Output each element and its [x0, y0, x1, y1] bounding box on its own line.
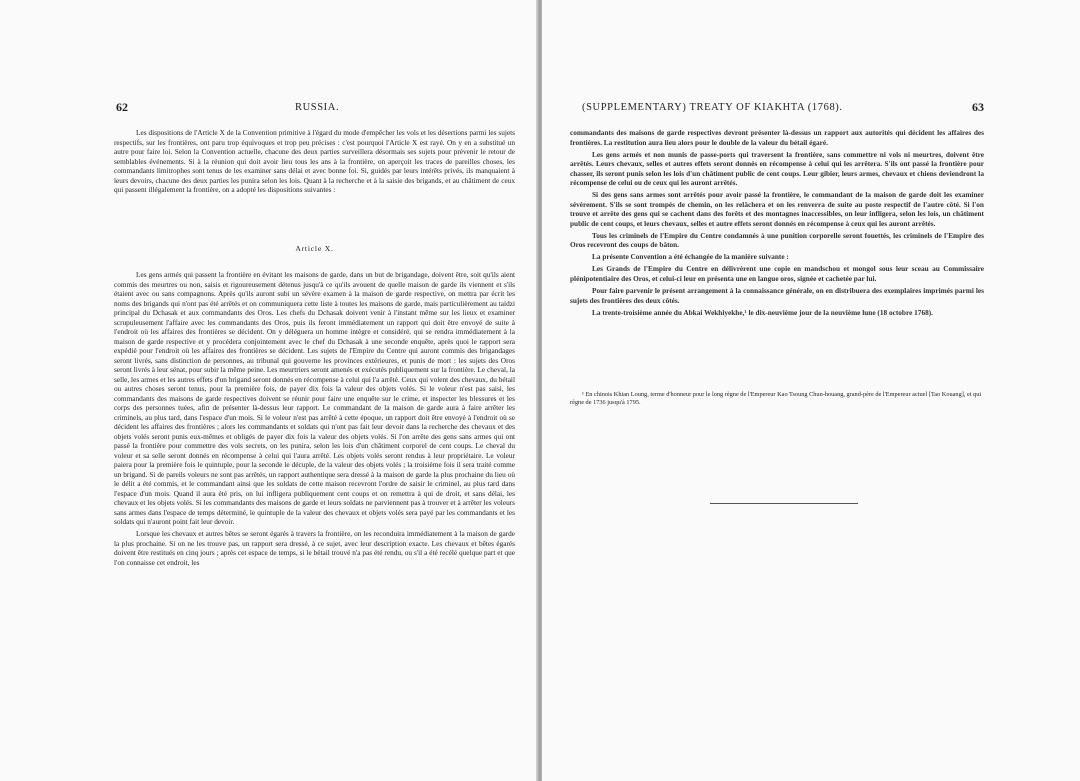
treaty-body [570, 128, 984, 320]
intro-block [114, 128, 515, 197]
body-paragraph: commandants des maisons de garde respectives devront présenter là-dessus un rapport aux autorités qui décident les affaires des frontières. La restitution aura lieu alors pour le double de la valeur du bétail égaré. [570, 128, 984, 147]
body-paragraph: La présente Convention a été échangée de la manière suivante : [592, 252, 789, 262]
article-heading: Article X. [295, 244, 334, 253]
footnote-block [570, 391, 984, 408]
date-paragraph: La trente-troisième année du Abkai Wekhiyekhe,¹ le dix-neuvième jour de la neuvième lune (18 octobre 1768). [592, 307, 934, 317]
page-number: 63 [972, 100, 984, 114]
page-number: 62 [116, 100, 128, 114]
body-paragraph: Si des gens sans armes sont arrêtés pour avoir passé la frontière, le commandant de la maison de garde doit les examiner sévèrement. S'ils se sont trompés de chemin, on les relâchera et on les renverra de suite au poste respectif de l'autre côté. Si l'on trouve et arrête des gens qui se cachent dans des forêts et des montagnes inaccessibles, on leur infligera, selon les lois, un châtiment public de cent coups, et leurs chevaux, selles et autre effets seront donnés en récompense à ceux qui les auront arrêtés. [570, 190, 984, 228]
body-paragraph: Pour faire parvenir le présent arrangement à la connaissance générale, on en distribuera des exemplaires imprimés parmi les sujets des frontières des deux côtés. [570, 286, 984, 305]
intro-paragraph: Les dispositions de l'Article X de la Convention primitive à l'égard du mode d'empêcher les vols et les désertions parmi les sujets respectifs, sur les frontières, ont paru trop équivoques et trop peu précises : c'est pourquoi l'Article X est rayé. On y en a substitué un autre pour faire loi. Selon la Convention actuelle, chacune des deux parties surveillera désormais ses sujets pour prévenir le retour de semblables événements. Si à la réunion qui doit avoir lieu tous les ans à la frontière, on aperçoit les traces de pareilles choses, les commandants limitrophes sont tenus de les examiner sans délai et avec bonne foi. Si, guidés par leurs intérêts privés, ils manquaient à leurs devoirs, chacune des deux parties les punira selon les lois. Quant à la recherche et à la saisie des brigands, et au châtiment de ceux qui passent illégalement la frontière, on a adopté les dispositions suivantes : [114, 128, 515, 194]
article-paragraph: Les gens armés qui passent la frontière en évitant les maisons de garde, dans un but de brigandage, doivent être, soit qu'ils aient commis des meurtres ou non, saisis et rigoureusement détenus jusqu'à ce qu'ils avouent de quelle maison de garde ils viennent et s'ils étaient avec ou sans compagnons. Après qu'ils auront subi un sévère examen à la maison de garde respective, on mettra par écrit les noms des brigands qui n'ont pas été arrêtés et on communiquera cette liste à toutes les maisons de garde, mais particulièrement au taidzi principal du Dchasak et aux commandants des Oros. Les chefs du Dchasak doivent venir à l'instant même sur les lieux et examiner scrupuleusement l'affaire avec les commandants des Oros, puis ils feront immédiatement un rapport qui doit être envoyé de suite à l'endroit où les affaires des frontières se décident. On y déléguera un homme intègre et considéré, qui se rendra immédiatement à la maison de garde respective et y procédera conjointement avec le chef du Dchasak à une seconde enquête, après quoi le rapport sera expédié pour l'endroit où les affaires des frontières se décident. Les sujets de l'Empire du Centre qui auront commis des brigandages seront livrés, sans distinction de personnes, au tribunal qui gouverne les provinces extérieures, et punis de mort : les sujets des Oros seront livrés à leur sénat, pour subir la même peine. Les meurtriers seront amenés et exécutés publiquement sur la frontière. Le cheval, la selle, les armes et les autres effets d'un brigand seront donnés en récompense à celui qui l'a arrêté. Ceux qui volent des chevaux, du bétail ou autres choses seront tenus, pour la première fois, de payer dix fois la valeur des objets volés. Si le voleur n'est pas saisi, les commandants des maisons de garde respectives doivent se réunir pour faire une enquête sur le crime, et inspecter les blessures et les corps des personnes tuées, afin de présenter là-dessus leur rapport. Le commandant de la maison de garde aura à faire arrêter les criminels, au plus tard, dans l'espace d'un mois. Si le voleur n'est pas arrêté à cette époque, un rapport doit être envoyé à l'endroit où se décident les affaires des frontières ; alors les commandants et soldats qui n'ont pas fait leur devoir dans la recherche des chevaux et des objets volés seront punis eux-mêmes et obligés de payer dix fois la valeur des objets volés. Si l'on arrête des gens sans armes qui ont passé la frontière pour commettre des vols secrets, on les punira, selon les lois d'un châtiment corporel de cent coups. Le cheval du voleur et sa selle seront donnés en récompense à celui qui l'aura arrêté. Les objets volés seront rendus à leur propriétaire. Le voleur paiera pour la première fois le quintuple, pour la seconde le décuple, de la valeur des objets volés ; la troisième fois il sera traité comme un brigand. Si de pareils voleurs ne sont pas arrêtés, un rapport authentique sera dressé à la maison de garde la plus prochaine du lieu où le délit a été commis, et le commandant ainsi que les soldats de cette maison recevront l'ordre de saisir le criminel, au plus tard dans l'espace d'un mois. Quand il aura été pris, on lui infligera publiquement cent coups et on remettra à qui de droit, et sans délai, les chevaux et les objets volés. Si les commandants des maisons de garde et leurs soldats ne parviennent pas à trouver et à arrêter les voleurs sans armes dans l'espace de temps déterminé, le quintuple de la valeur des chevaux et objets volés sera payé par les commandants et les soldats qui n'auront point fait leur devoir. [114, 270, 515, 526]
horizontal-rule [710, 503, 858, 504]
running-head: RUSSIA. [295, 102, 340, 113]
body-paragraph: Les Grands de l'Empire du Centre en délivrèrent une copie en mandschou et mongol sous leur sceau au Commissaire plénipotentiaire des Oros, et celui-ci leur en présenta une en langue oros, signée et cachetée par lui. [570, 264, 984, 283]
article-body [114, 270, 515, 570]
right-page [542, 0, 1080, 781]
left-page [0, 0, 538, 781]
article-paragraph: Lorsque les chevaux et autres bêtes se seront égarés à travers la frontière, on les reconduira immédiatement à la maison de garde la plus prochaine. Si on ne les trouve pas, un rapport sera dressé, à ce sujet, avec leur description exacte. Les chevaux et bêtes égarés doivent être restitués en cinq jours ; après cet espace de temps, si le bétail trouvé n'a pas été rendu, ou s'il a été recélé quelque part et que l'on connaisse cet endroit, les [114, 529, 515, 567]
body-paragraph: Tous les criminels de l'Empire du Centre condamnés à une punition corporelle seront fouettés, les criminels de l'Empire des Oros recevront des coups de bâton. [570, 230, 984, 250]
running-head: (SUPPLEMENTARY) TREATY OF KIAKHTA (1768). [582, 102, 843, 113]
footnote: ¹ En chinois Khian Loung, terme d'honneur pour le long règne de l'Empereur Kao Tsoung Chun-houang, grand-père de l'Empereur actuel [Tao Kouang], et qui règne de 1736 jusqu'à 1795. [570, 391, 982, 407]
body-paragraph: Les gens armés et non munis de passe-ports qui traversent la frontière, sans commettre ni vols ni meurtres, doivent être arrêtés. Leurs chevaux, selles et autres effets seront donnés en récompense à celui qui les arrêtera. S'ils ont passé la frontière pour chasser, ils seront punis selon les lois d'un châtiment public de cent coups. Leur gibier, leurs armes, chevaux et chiens deviendront la récompense de celui ou de ceux qui les auront arrêtés. [570, 149, 984, 188]
